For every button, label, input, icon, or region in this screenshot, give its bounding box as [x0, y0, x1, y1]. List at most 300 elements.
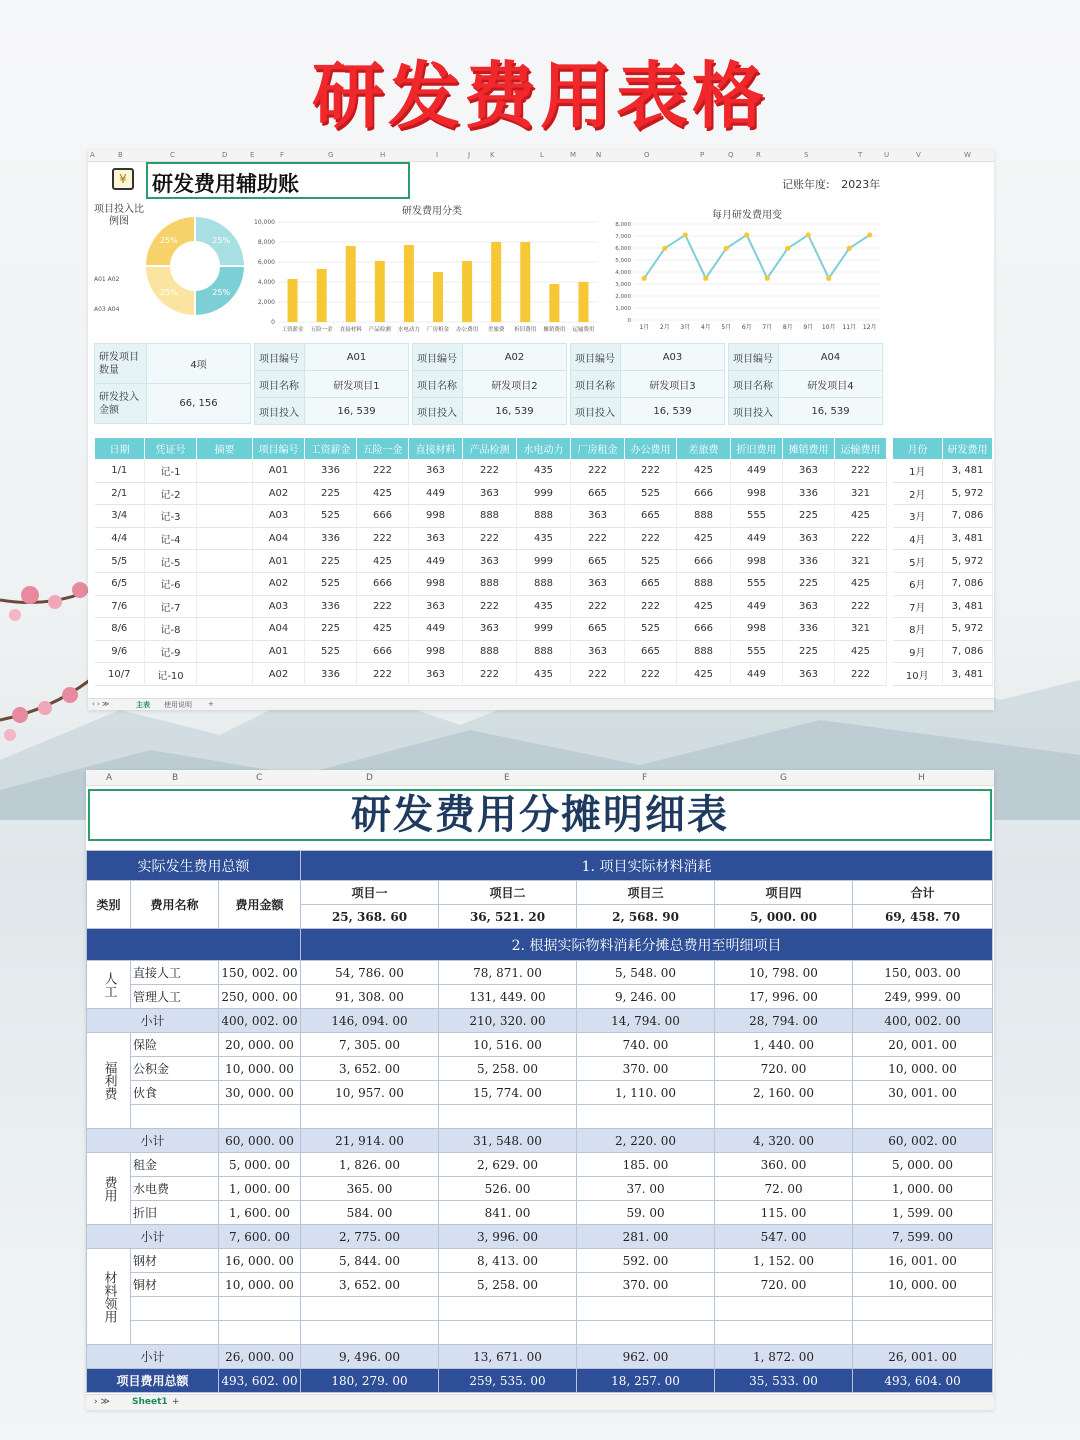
ledger-cell[interactable]: 525 — [625, 550, 677, 573]
subtotal-value[interactable]: 1, 872. 00 — [715, 1345, 853, 1369]
column-letter[interactable]: U — [884, 151, 890, 159]
ledger-cell[interactable]: 336 — [783, 550, 835, 573]
project-total[interactable]: 69, 458. 70 — [853, 905, 993, 929]
allocated-value[interactable]: 3, 652. 00 — [301, 1273, 439, 1297]
ledger-column-header[interactable]: 五险一金 — [357, 438, 409, 460]
ledger-cell[interactable]: 222 — [463, 595, 517, 618]
month-cell[interactable]: 6月 — [893, 572, 943, 595]
grand-total-label[interactable]: 项目费用总额 — [87, 1369, 219, 1393]
ledger-cell[interactable]: 888 — [517, 505, 571, 528]
ledger-cell[interactable]: 363 — [463, 482, 517, 505]
allocated-value[interactable]: 7, 305. 00 — [301, 1033, 439, 1057]
ledger-cell[interactable]: 449 — [409, 618, 463, 641]
empty-cell[interactable] — [439, 1297, 577, 1321]
allocated-value[interactable]: 1, 599. 00 — [853, 1201, 993, 1225]
ledger-cell[interactable]: 225 — [305, 618, 357, 641]
ledger-cell[interactable]: 999 — [517, 482, 571, 505]
subtotal-value[interactable]: 28, 794. 00 — [715, 1009, 853, 1033]
ledger-cell[interactable] — [197, 527, 253, 550]
allocated-value[interactable]: 720. 00 — [715, 1273, 853, 1297]
ledger-cell[interactable]: 222 — [835, 595, 887, 618]
count-value[interactable]: 4项 — [147, 344, 251, 384]
project-field-value[interactable]: 研发项目2 — [463, 371, 567, 398]
ledger-cell[interactable]: 449 — [409, 550, 463, 573]
allocated-value[interactable]: 59. 00 — [577, 1201, 715, 1225]
empty-cell[interactable] — [131, 1321, 219, 1345]
ledger-cell[interactable]: 449 — [731, 527, 783, 550]
column-letter[interactable]: W — [964, 151, 971, 159]
subtotal-value[interactable]: 7, 599. 00 — [853, 1225, 993, 1249]
month-cell[interactable]: 4月 — [893, 527, 943, 550]
ledger-cell[interactable]: 665 — [625, 505, 677, 528]
month-cell[interactable]: 3, 481 — [943, 527, 993, 550]
ledger-cell[interactable]: 555 — [731, 572, 783, 595]
ledger-cell[interactable] — [197, 595, 253, 618]
ledger-cell[interactable]: 425 — [677, 663, 731, 686]
column-letter[interactable]: M — [570, 151, 577, 159]
column-letter[interactable]: L — [540, 151, 544, 159]
allocated-value[interactable]: 17, 996. 00 — [715, 985, 853, 1009]
ledger-column-header[interactable]: 产品检测 — [463, 438, 517, 460]
empty-cell[interactable] — [131, 1297, 219, 1321]
amount-value[interactable]: 66, 156 — [147, 384, 251, 424]
allocated-value[interactable]: 131, 449. 00 — [439, 985, 577, 1009]
column-letter[interactable]: V — [916, 151, 921, 159]
ledger-cell[interactable]: 425 — [357, 618, 409, 641]
project-field-value[interactable]: 研发项目4 — [779, 371, 883, 398]
expense-amount[interactable]: 150, 002. 00 — [219, 961, 301, 985]
ledger-column-header[interactable]: 折旧费用 — [731, 438, 783, 460]
allocated-value[interactable]: 15, 774. 00 — [439, 1081, 577, 1105]
ledger-cell[interactable]: 222 — [835, 663, 887, 686]
ledger-cell[interactable] — [197, 550, 253, 573]
allocated-value[interactable]: 8, 413. 00 — [439, 1249, 577, 1273]
column-letter[interactable]: G — [780, 773, 787, 783]
allocated-value[interactable]: 360. 00 — [715, 1153, 853, 1177]
column-letter[interactable]: F — [642, 773, 648, 783]
month-cell[interactable]: 7月 — [893, 595, 943, 618]
ledger-cell[interactable]: 222 — [625, 527, 677, 550]
ledger-cell[interactable]: 363 — [409, 663, 463, 686]
ledger-cell[interactable]: 525 — [625, 482, 677, 505]
tab-instructions[interactable]: 使用说明 — [164, 701, 192, 709]
project-total[interactable]: 25, 368. 60 — [301, 905, 439, 929]
grand-total-value[interactable]: 35, 533. 00 — [715, 1369, 853, 1393]
project-header[interactable]: 项目二 — [439, 881, 577, 905]
project-total[interactable]: 5, 000. 00 — [715, 905, 853, 929]
ledger-column-header[interactable]: 办公费用 — [625, 438, 677, 460]
subtotal-value[interactable]: 13, 671. 00 — [439, 1345, 577, 1369]
ledger-cell[interactable]: 363 — [783, 595, 835, 618]
add-sheet-button[interactable]: + — [208, 700, 214, 708]
ledger-cell[interactable]: 363 — [571, 572, 625, 595]
subtotal-value[interactable]: 547. 00 — [715, 1225, 853, 1249]
project-field-value[interactable]: 研发项目3 — [621, 371, 725, 398]
ledger-cell[interactable]: 222 — [357, 663, 409, 686]
project-field-value[interactable]: 16, 539 — [463, 398, 567, 425]
ledger-cell[interactable]: 222 — [357, 460, 409, 483]
subtotal-value[interactable]: 3, 996. 00 — [439, 1225, 577, 1249]
month-cell[interactable]: 7, 086 — [943, 572, 993, 595]
ledger-cell[interactable]: 2/1 — [95, 482, 145, 505]
allocated-value[interactable]: 185. 00 — [577, 1153, 715, 1177]
ledger-cell[interactable]: 9/6 — [95, 640, 145, 663]
ledger-cell[interactable]: 555 — [731, 640, 783, 663]
empty-cell[interactable] — [219, 1297, 301, 1321]
category-header[interactable]: 类别 — [87, 881, 131, 929]
month-cell[interactable]: 3, 481 — [943, 595, 993, 618]
month-cell[interactable]: 8月 — [893, 618, 943, 641]
column-letter[interactable]: A — [90, 151, 95, 159]
ledger-cell[interactable] — [197, 460, 253, 483]
ledger-cell[interactable]: 225 — [305, 550, 357, 573]
allocated-value[interactable]: 365. 00 — [301, 1177, 439, 1201]
subtotal-value[interactable]: 21, 914. 00 — [301, 1129, 439, 1153]
column-letter[interactable]: B — [118, 151, 123, 159]
ledger-cell[interactable]: 222 — [357, 527, 409, 550]
tab-main[interactable]: 主表 — [136, 701, 150, 709]
ledger-cell[interactable]: A02 — [253, 663, 305, 686]
subtotal-value[interactable]: 14, 794. 00 — [577, 1009, 715, 1033]
expense-amount[interactable]: 1, 600. 00 — [219, 1201, 301, 1225]
grand-total-value[interactable]: 180, 279. 00 — [301, 1369, 439, 1393]
month-column-header[interactable]: 研发费用 — [943, 438, 993, 460]
ledger-cell[interactable] — [197, 618, 253, 641]
month-cell[interactable]: 7, 086 — [943, 505, 993, 528]
ledger-cell[interactable]: 665 — [625, 572, 677, 595]
ledger-cell[interactable]: 363 — [571, 640, 625, 663]
expense-name[interactable]: 钢材 — [131, 1249, 219, 1273]
expense-amount[interactable]: 250, 000. 00 — [219, 985, 301, 1009]
empty-cell[interactable] — [219, 1105, 301, 1129]
ledger-cell[interactable]: 666 — [357, 640, 409, 663]
allocated-value[interactable]: 9, 246. 00 — [577, 985, 715, 1009]
empty-cell[interactable] — [439, 1105, 577, 1129]
allocated-value[interactable]: 2, 160. 00 — [715, 1081, 853, 1105]
ledger-cell[interactable]: 记-8 — [145, 618, 197, 641]
project-field-value[interactable]: 16, 539 — [305, 398, 409, 425]
allocated-value[interactable]: 10, 000. 00 — [853, 1057, 993, 1081]
ledger-cell[interactable]: 999 — [517, 550, 571, 573]
ledger-cell[interactable]: 3/4 — [95, 505, 145, 528]
project-field-value[interactable]: 研发项目1 — [305, 371, 409, 398]
ledger-cell[interactable]: 525 — [305, 640, 357, 663]
subtotal-value[interactable]: 962. 00 — [577, 1345, 715, 1369]
amount-header[interactable]: 费用金额 — [219, 881, 301, 929]
subtotal-value[interactable]: 146, 094. 00 — [301, 1009, 439, 1033]
month-cell[interactable]: 5, 972 — [943, 550, 993, 573]
month-cell[interactable]: 3, 481 — [943, 460, 993, 483]
ledger-cell[interactable] — [197, 640, 253, 663]
ledger-cell[interactable]: 5/5 — [95, 550, 145, 573]
ledger-cell[interactable]: 888 — [463, 572, 517, 595]
column-letter[interactable]: B — [172, 773, 179, 783]
column-letter[interactable]: C — [256, 773, 263, 783]
month-cell[interactable]: 2月 — [893, 482, 943, 505]
allocated-value[interactable]: 5, 258. 00 — [439, 1057, 577, 1081]
ledger-cell[interactable]: 记-3 — [145, 505, 197, 528]
ledger-column-header[interactable]: 摊销费用 — [783, 438, 835, 460]
ledger-cell[interactable]: 记-2 — [145, 482, 197, 505]
column-letter[interactable]: T — [858, 151, 863, 159]
ledger-cell[interactable]: 363 — [463, 550, 517, 573]
ledger-column-header[interactable]: 厂房租金 — [571, 438, 625, 460]
ledger-cell[interactable]: 222 — [835, 460, 887, 483]
column-letter[interactable]: G — [328, 151, 334, 159]
column-letter[interactable]: H — [918, 773, 925, 783]
subtotal-amount[interactable]: 400, 002. 00 — [219, 1009, 301, 1033]
allocated-value[interactable]: 370. 00 — [577, 1057, 715, 1081]
add-sheet-button[interactable]: + — [172, 1397, 180, 1407]
empty-cell[interactable] — [439, 1321, 577, 1345]
ledger-cell[interactable]: 998 — [731, 550, 783, 573]
ledger-cell[interactable]: 425 — [835, 505, 887, 528]
allocated-value[interactable]: 1, 152. 00 — [715, 1249, 853, 1273]
name-header[interactable]: 费用名称 — [131, 881, 219, 929]
empty-cell[interactable] — [219, 1321, 301, 1345]
project-field-value[interactable]: A04 — [779, 344, 883, 371]
grand-total-value[interactable]: 493, 604. 00 — [853, 1369, 993, 1393]
ledger-column-header[interactable]: 差旅费 — [677, 438, 731, 460]
ledger-cell[interactable]: 425 — [357, 550, 409, 573]
section2-spacer[interactable] — [87, 929, 301, 961]
ledger-cell[interactable]: 6/5 — [95, 572, 145, 595]
allocated-value[interactable]: 584. 00 — [301, 1201, 439, 1225]
section1-header[interactable]: 1. 项目实际材料消耗 — [301, 851, 993, 881]
ledger-cell[interactable]: 888 — [463, 640, 517, 663]
ledger-cell[interactable]: 336 — [305, 527, 357, 550]
ledger-cell[interactable]: 666 — [677, 618, 731, 641]
subtotal-label[interactable]: 小计 — [87, 1129, 219, 1153]
category-cell[interactable]: 福利费 — [87, 1033, 131, 1129]
expense-name[interactable]: 保险 — [131, 1033, 219, 1057]
ledger-cell[interactable]: 435 — [517, 527, 571, 550]
ledger-cell[interactable]: 222 — [625, 460, 677, 483]
ledger-cell[interactable] — [197, 572, 253, 595]
ledger-cell[interactable]: 998 — [409, 640, 463, 663]
expense-name[interactable]: 水电费 — [131, 1177, 219, 1201]
ledger-cell[interactable]: 665 — [571, 550, 625, 573]
ledger-cell[interactable]: 525 — [305, 572, 357, 595]
ledger-cell[interactable]: 222 — [571, 595, 625, 618]
empty-cell[interactable] — [301, 1321, 439, 1345]
subtotal-value[interactable]: 4, 320. 00 — [715, 1129, 853, 1153]
ledger-cell[interactable]: 888 — [677, 640, 731, 663]
ledger-cell[interactable]: 363 — [783, 663, 835, 686]
allocated-value[interactable]: 5, 548. 00 — [577, 961, 715, 985]
ledger-cell[interactable]: 记-1 — [145, 460, 197, 483]
column-letter[interactable]: D — [222, 151, 228, 159]
ledger-cell[interactable]: 222 — [463, 527, 517, 550]
ledger-cell[interactable]: 665 — [571, 482, 625, 505]
grand-total-amount[interactable]: 493, 602. 00 — [219, 1369, 301, 1393]
column-letter[interactable]: J — [468, 151, 471, 159]
expense-name[interactable]: 伙食 — [131, 1081, 219, 1105]
column-letter[interactable]: E — [504, 773, 510, 783]
ledger-column-header[interactable]: 项目编号 — [253, 438, 305, 460]
ledger-cell[interactable]: 336 — [783, 618, 835, 641]
ledger-cell[interactable]: 888 — [463, 505, 517, 528]
month-cell[interactable]: 3, 481 — [943, 663, 993, 686]
sheet-title[interactable]: 研发费用辅助账 — [146, 162, 410, 199]
subtotal-value[interactable]: 31, 548. 00 — [439, 1129, 577, 1153]
column-letter[interactable]: N — [596, 151, 602, 159]
ledger-cell[interactable]: 记-9 — [145, 640, 197, 663]
ledger-cell[interactable]: 665 — [625, 640, 677, 663]
column-letter[interactable]: H — [380, 151, 386, 159]
month-cell[interactable]: 10月 — [893, 663, 943, 686]
allocated-value[interactable]: 1, 110. 00 — [577, 1081, 715, 1105]
ledger-cell[interactable]: 363 — [409, 460, 463, 483]
project-header[interactable]: 项目一 — [301, 881, 439, 905]
column-letter[interactable]: E — [250, 151, 255, 159]
allocated-value[interactable]: 30, 001. 00 — [853, 1081, 993, 1105]
allocated-value[interactable]: 592. 00 — [577, 1249, 715, 1273]
subtotal-amount[interactable]: 60, 000. 00 — [219, 1129, 301, 1153]
subtotal-value[interactable]: 281. 00 — [577, 1225, 715, 1249]
expense-amount[interactable]: 1, 000. 00 — [219, 1177, 301, 1201]
expense-amount[interactable]: 20, 000. 00 — [219, 1033, 301, 1057]
column-letter[interactable]: R — [756, 151, 761, 159]
allocated-value[interactable]: 1, 826. 00 — [301, 1153, 439, 1177]
ledger-cell[interactable]: 555 — [731, 505, 783, 528]
project-header[interactable]: 项目四 — [715, 881, 853, 905]
ledger-cell[interactable]: 记-5 — [145, 550, 197, 573]
ledger-cell[interactable]: 435 — [517, 460, 571, 483]
ledger-cell[interactable]: 666 — [677, 482, 731, 505]
empty-cell[interactable] — [853, 1297, 993, 1321]
expense-name[interactable]: 公积金 — [131, 1057, 219, 1081]
allocated-value[interactable]: 1, 440. 00 — [715, 1033, 853, 1057]
ledger-cell[interactable]: 666 — [357, 505, 409, 528]
month-cell[interactable]: 1月 — [893, 460, 943, 483]
ledger-cell[interactable]: 225 — [305, 482, 357, 505]
column-letter[interactable]: F — [280, 151, 285, 159]
allocated-value[interactable]: 54, 786. 00 — [301, 961, 439, 985]
ledger-cell[interactable]: 222 — [625, 595, 677, 618]
column-letter[interactable]: K — [490, 151, 495, 159]
ledger-cell[interactable]: 425 — [835, 572, 887, 595]
ledger-cell[interactable]: A01 — [253, 640, 305, 663]
ledger-cell[interactable]: 记-7 — [145, 595, 197, 618]
allocated-value[interactable]: 370. 00 — [577, 1273, 715, 1297]
month-cell[interactable]: 7, 086 — [943, 640, 993, 663]
month-cell[interactable]: 5, 972 — [943, 618, 993, 641]
allocated-value[interactable]: 78, 871. 00 — [439, 961, 577, 985]
allocated-value[interactable]: 526. 00 — [439, 1177, 577, 1201]
allocated-value[interactable]: 10, 000. 00 — [853, 1273, 993, 1297]
ledger-cell[interactable]: A01 — [253, 550, 305, 573]
ledger-cell[interactable]: 记-4 — [145, 527, 197, 550]
expense-name[interactable]: 直接人工 — [131, 961, 219, 985]
ledger-cell[interactable]: 363 — [571, 505, 625, 528]
project-total[interactable]: 36, 521. 20 — [439, 905, 577, 929]
empty-cell[interactable] — [715, 1321, 853, 1345]
ledger-cell[interactable]: 336 — [783, 482, 835, 505]
project-field-value[interactable]: 16, 539 — [621, 398, 725, 425]
ledger-cell[interactable]: 321 — [835, 482, 887, 505]
ledger-cell[interactable]: 425 — [357, 482, 409, 505]
ledger-cell[interactable]: 记-10 — [145, 663, 197, 686]
project-header[interactable]: 项目三 — [577, 881, 715, 905]
column-letter[interactable]: A — [106, 773, 113, 783]
empty-cell[interactable] — [853, 1105, 993, 1129]
ledger-cell[interactable]: 998 — [409, 572, 463, 595]
expense-amount[interactable]: 10, 000. 00 — [219, 1273, 301, 1297]
ledger-cell[interactable]: 999 — [517, 618, 571, 641]
ledger-column-header[interactable]: 日期 — [95, 438, 145, 460]
ledger-cell[interactable]: 666 — [357, 572, 409, 595]
ledger-cell[interactable]: 4/4 — [95, 527, 145, 550]
month-cell[interactable]: 5月 — [893, 550, 943, 573]
project-field-value[interactable]: A03 — [621, 344, 725, 371]
ledger-cell[interactable]: 425 — [677, 460, 731, 483]
ledger-column-header[interactable]: 凭证号 — [145, 438, 197, 460]
ledger-cell[interactable]: 665 — [571, 618, 625, 641]
ledger-cell[interactable]: 321 — [835, 618, 887, 641]
ledger-column-header[interactable]: 摘要 — [197, 438, 253, 460]
empty-cell[interactable] — [301, 1297, 439, 1321]
tab-nav-icon[interactable]: › ≫ — [94, 1397, 110, 1407]
allocated-value[interactable]: 249, 999. 00 — [853, 985, 993, 1009]
subtotal-value[interactable]: 9, 496. 00 — [301, 1345, 439, 1369]
ledger-cell[interactable]: 225 — [783, 572, 835, 595]
allocated-value[interactable]: 5, 000. 00 — [853, 1153, 993, 1177]
ledger-cell[interactable]: A03 — [253, 505, 305, 528]
ledger-cell[interactable]: 425 — [835, 640, 887, 663]
subtotal-value[interactable]: 210, 320. 00 — [439, 1009, 577, 1033]
ledger-cell[interactable]: 525 — [305, 505, 357, 528]
ledger-cell[interactable]: 363 — [409, 527, 463, 550]
ledger-cell[interactable]: 225 — [783, 505, 835, 528]
expense-name[interactable]: 租金 — [131, 1153, 219, 1177]
ledger-cell[interactable]: 449 — [731, 663, 783, 686]
project-field-value[interactable]: A01 — [305, 344, 409, 371]
allocated-value[interactable]: 10, 516. 00 — [439, 1033, 577, 1057]
ledger-cell[interactable]: 998 — [731, 482, 783, 505]
empty-cell[interactable] — [715, 1297, 853, 1321]
ledger-cell[interactable]: A04 — [253, 527, 305, 550]
ledger-cell[interactable]: 425 — [677, 527, 731, 550]
allocated-value[interactable]: 3, 652. 00 — [301, 1057, 439, 1081]
ledger-cell[interactable]: 321 — [835, 550, 887, 573]
expense-amount[interactable]: 5, 000. 00 — [219, 1153, 301, 1177]
ledger-cell[interactable]: 435 — [517, 663, 571, 686]
ledger-cell[interactable]: 998 — [731, 618, 783, 641]
ledger-cell[interactable]: 363 — [409, 595, 463, 618]
month-column-header[interactable]: 月份 — [893, 438, 943, 460]
ledger-column-header[interactable]: 运输费用 — [835, 438, 887, 460]
subtotal-value[interactable]: 26, 001. 00 — [853, 1345, 993, 1369]
expense-amount[interactable]: 16, 000. 00 — [219, 1249, 301, 1273]
ledger-cell[interactable]: 336 — [305, 595, 357, 618]
allocated-value[interactable]: 37. 00 — [577, 1177, 715, 1201]
tab-sheet1[interactable]: Sheet1 — [132, 1397, 168, 1407]
ledger-cell[interactable]: 363 — [783, 460, 835, 483]
subtotal-value[interactable]: 2, 775. 00 — [301, 1225, 439, 1249]
tab-nav-icon[interactable]: ‹ › ≫ — [92, 700, 110, 708]
ledger-cell[interactable]: 425 — [677, 595, 731, 618]
ledger-column-header[interactable]: 直接材料 — [409, 438, 463, 460]
subtotal-value[interactable]: 400, 002. 00 — [853, 1009, 993, 1033]
ledger-cell[interactable] — [197, 482, 253, 505]
ledger-cell[interactable]: 449 — [409, 482, 463, 505]
column-letter[interactable]: O — [644, 151, 650, 159]
subtotal-label[interactable]: 小计 — [87, 1225, 219, 1249]
expense-name[interactable]: 折旧 — [131, 1201, 219, 1225]
allocated-value[interactable]: 115. 00 — [715, 1201, 853, 1225]
month-cell[interactable]: 9月 — [893, 640, 943, 663]
